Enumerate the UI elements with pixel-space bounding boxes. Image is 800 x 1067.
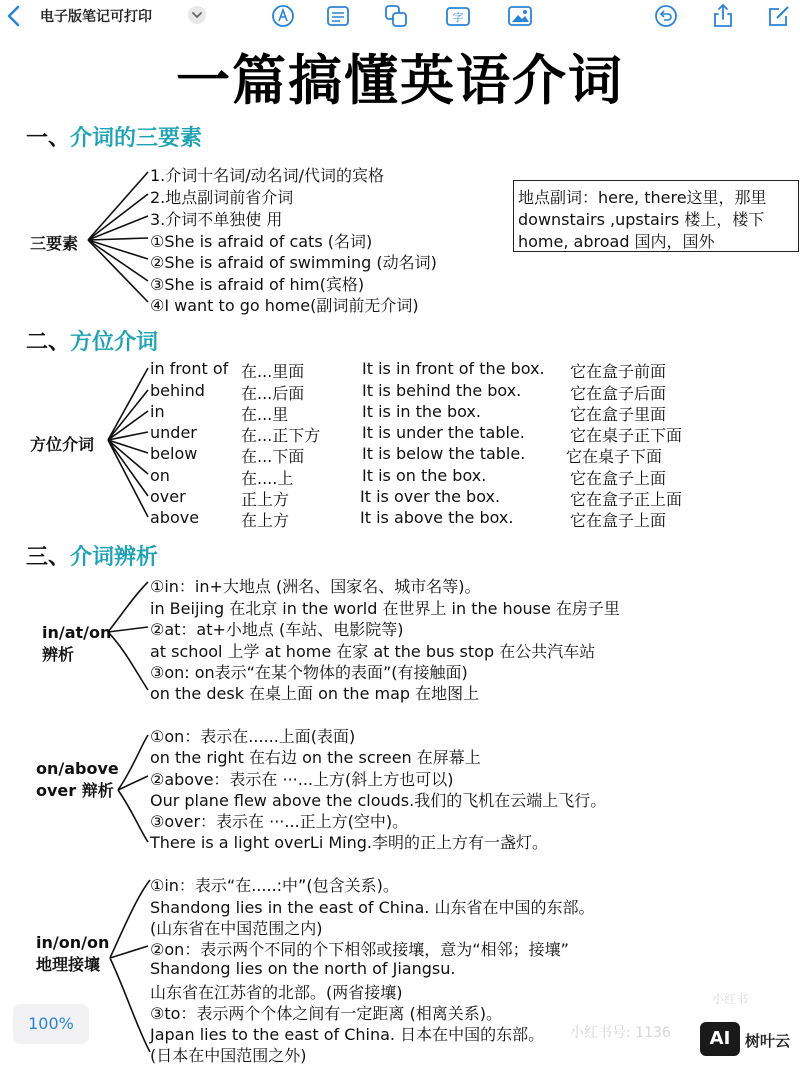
list-item: Shandong lies in the east of China. 山东省在中国的东部。 [150, 898, 595, 917]
branch-label-elements: 三要素 [30, 234, 79, 253]
table-cell: above [150, 508, 200, 527]
section-heading-prepositions: 二、方位介词 [26, 330, 159, 355]
list-item: ①in：表示“在.....:中”(包含关系)。 [150, 876, 399, 895]
table-cell: 它在盒子上面 [570, 511, 667, 530]
list-item: in Beijing 在北京 in the world 在世界上 in the house 在房子里 [150, 599, 620, 618]
list-item: ②She is afraid of swimming (动名词) [150, 253, 437, 272]
page-title: 一篇搞懂英语介词 [176, 49, 624, 112]
list-item: Shandong lies on the north of Jiangsu. [150, 959, 456, 978]
branch-label-on-above-over: on/above over 辩析 [36, 759, 119, 800]
list-item: 2.地点副词前省介词 [150, 188, 294, 207]
table-cell: It is in the box. [362, 402, 481, 421]
undo-icon[interactable] [653, 3, 679, 29]
table-cell: 它在盒子后面 [570, 384, 667, 403]
list-item: on the desk 在桌上面 on the map 在地图上 [150, 684, 480, 703]
watermark-badge: AI [700, 1022, 740, 1056]
toolbar [0, 0, 800, 32]
edit-icon[interactable] [766, 3, 792, 29]
section-heading-distinction: 三、介词辨析 [26, 545, 159, 570]
table-cell: It is below the table. [362, 444, 526, 463]
image-icon[interactable] [507, 3, 533, 29]
table-cell: It is over the box. [360, 487, 501, 506]
table-cell: 它在盒子上面 [570, 469, 667, 488]
list-item: There is a light overLi Ming.李明的正上方有一盏灯。 [150, 833, 548, 852]
list-item: ①in：in+大地点 (洲名、国家名、城市名等)。 [150, 577, 481, 596]
shapes-icon[interactable] [383, 3, 409, 29]
list-item: ②above：表示在 ···...上方(斜上方也可以) [150, 770, 454, 789]
table-cell: over [150, 487, 186, 506]
table-cell: 在....上 [241, 469, 294, 488]
watermark-account: 小红书号: 1136 [570, 1025, 671, 1041]
watermark-label: 小红书 [712, 992, 749, 1006]
list-icon[interactable] [325, 3, 351, 29]
table-cell: 正上方 [241, 490, 290, 509]
list-item: ②at：at+小地点 (车站、电影院等) [150, 620, 404, 639]
table-cell: in [150, 402, 165, 421]
list-item: ③over：表示在 ···...正上方(空中)。 [150, 812, 409, 831]
branch-label-in-at-on: in/at/on 辨析 [42, 623, 112, 664]
table-cell: 它在桌子下面 [566, 447, 663, 466]
branch-label-position: 方位介词 [30, 435, 95, 454]
table-cell: 在...正下方 [241, 426, 321, 445]
list-item: Our plane flew above the clouds.我们的飞机在云端上飞行。 [150, 791, 607, 810]
list-item: ①on：表示在......上面(表面) [150, 727, 356, 746]
list-item: ④I want to go home(副词前无介词) [150, 296, 419, 315]
list-item: ①She is afraid of cats (名词) [150, 232, 373, 251]
list-item: Japan lies to the east of China. 日本在中国的东部。 [150, 1025, 545, 1044]
share-icon[interactable] [710, 3, 736, 29]
adverb-note-box [513, 180, 799, 252]
table-cell: 在...里 [241, 405, 289, 424]
list-item: ③on: on表示“在某个物体的表面”(有接触面) [150, 663, 468, 682]
table-cell: 它在盒子前面 [570, 362, 667, 381]
section-heading-elements: 一、介词的三要素 [26, 126, 203, 151]
note-line: 地点副词：here, there这里，那里 [518, 188, 767, 207]
list-item: (山东省在中国范围之内) [150, 919, 323, 938]
svg-text:字: 字 [452, 11, 464, 24]
list-item: at school 上学 at home 在家 at the bus stop 在公共汽车站 [150, 642, 596, 661]
table-cell: 在...下面 [241, 447, 305, 466]
list-item: 3.介词不单独使 用 [150, 210, 283, 229]
note-line: downstairs ,upstairs 楼上，楼下 [518, 210, 765, 229]
note-line: home, abroad 国内，国外 [518, 232, 715, 251]
table-cell: It is above the box. [360, 508, 514, 527]
branch-label-in-on-to: in/on/on 地理接壤 [36, 933, 110, 974]
list-item: 1.介词十名词/动名词/代词的宾格 [150, 166, 385, 185]
list-item: on the right 在右边 on the screen 在屏幕上 [150, 748, 481, 767]
table-cell: 在...后面 [241, 384, 305, 403]
table-cell: behind [150, 381, 205, 400]
table-cell: It is on the box. [362, 466, 487, 485]
list-item: (日本在中国范围之外) [150, 1046, 307, 1065]
table-cell: under [150, 423, 197, 442]
table-cell: 它在桌子正下面 [570, 426, 683, 445]
chevron-down-icon[interactable] [188, 6, 206, 24]
list-item: 山东省在江苏省的北部。(两省接壤) [150, 983, 403, 1002]
zoom-level-button[interactable]: 100% [13, 1004, 89, 1044]
watermark-name: 树叶云 [745, 1032, 791, 1050]
list-item: ③to：表示两个个体之间有一定距离 (相离关系)。 [150, 1004, 502, 1023]
document-title[interactable]: 电子版笔记可打印 [40, 9, 152, 25]
table-cell: 它在盒子里面 [570, 405, 667, 424]
list-item: ②on：表示两个不同的个下相邻或接壤，意为“相邻；接壤” [150, 940, 569, 959]
back-icon[interactable] [2, 3, 28, 29]
table-cell: 它在盒子正上面 [570, 490, 683, 509]
table-cell: on [150, 466, 170, 485]
pen-icon[interactable] [270, 3, 296, 29]
table-cell: It is under the table. [362, 423, 525, 442]
table-cell: below [150, 444, 198, 463]
list-item: ③She is afraid of him(宾格) [150, 275, 365, 294]
table-cell: It is behind the box. [362, 381, 522, 400]
text-icon[interactable] [445, 3, 471, 29]
table-cell: It is in front of the box. [362, 359, 545, 378]
table-cell: 在...里面 [241, 362, 305, 381]
table-cell: 在上方 [241, 511, 290, 530]
table-cell: in front of [150, 359, 229, 378]
